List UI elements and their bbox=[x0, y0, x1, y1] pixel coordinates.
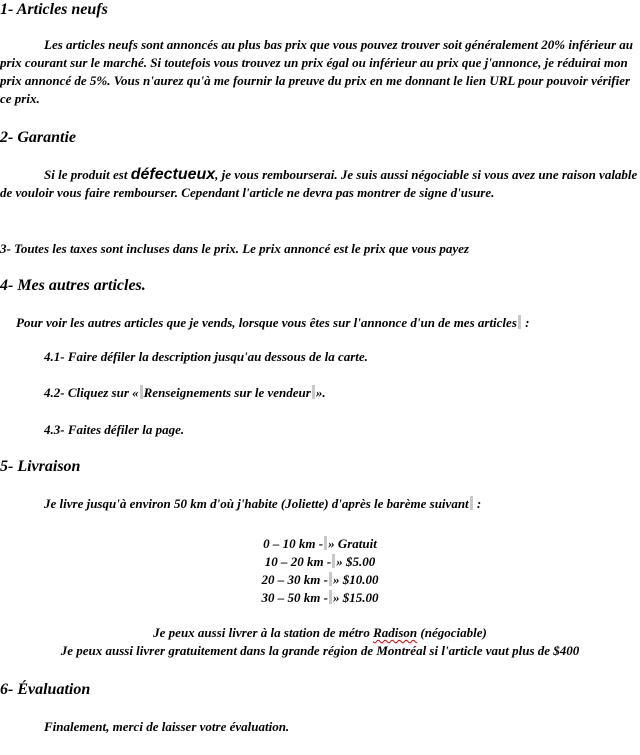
text-fragment: : bbox=[473, 496, 482, 511]
tariff-row bbox=[0, 553, 640, 571]
tariff-row bbox=[0, 571, 640, 589]
paragraph-taxes: 3- Toutes les taxes sont incluses dans le prix. Le prix annoncé est le prix que vous payez bbox=[0, 241, 469, 256]
paragraph-livraison-montreal: Je peux aussi livrer gratuitement dans la grande région de Montréal si l'article vaut plus de $400 bbox=[60, 643, 580, 658]
section-title-evaluation: 6- Évaluation bbox=[0, 681, 91, 698]
field-marker bbox=[329, 590, 332, 604]
field-marker bbox=[518, 315, 521, 329]
field-marker bbox=[332, 554, 335, 568]
tariff-range: 10 – 20 km - bbox=[264, 554, 332, 569]
field-marker bbox=[329, 572, 332, 586]
list-item-step-3: 4.3- Faites défiler la page. bbox=[44, 422, 185, 437]
spellcheck-word: Radison bbox=[373, 625, 418, 640]
field-marker bbox=[312, 385, 315, 399]
paragraph-autres-articles-intro bbox=[16, 314, 640, 332]
field-marker bbox=[140, 385, 143, 399]
field-marker bbox=[324, 536, 327, 550]
text-fragment: Renseignements sur le vendeur bbox=[143, 385, 311, 400]
text-fragment: Pour voir les autres articles que je vends, lorsque vous êtes sur l'annonce d'un de mes articles bbox=[16, 315, 517, 330]
section-title-autres-articles: 4- Mes autres articles. bbox=[0, 277, 146, 294]
text-fragment: ». bbox=[315, 385, 326, 400]
paragraph-evaluation: Finalement, merci de laisser votre évaluation. bbox=[44, 719, 290, 734]
paragraph-livraison-intro bbox=[0, 495, 640, 513]
text-fragment: 4.2- Cliquez sur « bbox=[44, 385, 139, 400]
section-title-articles-neufs: 1- Articles neufs bbox=[0, 1, 108, 18]
text-fragment: , je vous rembourserai. Je suis aussi négociable si vous avez une raison valable de vouloir vous faire rembourser. Cependant l'article ne devra pas montrer de signe d'usure. bbox=[0, 167, 638, 200]
text-fragment: : bbox=[521, 315, 530, 330]
text-fragment: (négociable) bbox=[417, 625, 487, 640]
tariff-range: 30 – 50 km - bbox=[261, 590, 328, 605]
tariff-price: » $15.00 bbox=[332, 590, 379, 605]
text-fragment: Je livre jusqu'à environ 50 km d'où j'habite (Joliette) d'après le barème suivant bbox=[44, 496, 469, 511]
paragraph-garantie bbox=[0, 166, 640, 202]
section-title-garantie: 2- Garantie bbox=[0, 129, 76, 146]
paragraph-articles-neufs: Les articles neufs sont annoncés au plus bas prix que vous pouvez trouver soit généralement 20% inférieur au prix courant sur le marché. Si toutefois vous trouvez un prix égal ou inférieur au prix que j'annonce, je réduirai mon prix annoncé de 5%. Vous n'aurez qu'à me fournir la preuve du prix en me donnant le lien URL pour pouvoir vérifier ce prix. bbox=[0, 37, 634, 106]
paragraph-livraison-metro bbox=[0, 624, 640, 642]
text-fragment: Si le produit est bbox=[44, 167, 131, 182]
tariff-price: » Gratuit bbox=[328, 536, 377, 551]
tariff-row bbox=[0, 589, 640, 607]
field-marker bbox=[470, 496, 473, 510]
delivery-tariff-list bbox=[0, 535, 640, 607]
list-item-step-2 bbox=[0, 384, 640, 402]
list-item-step-1: 4.1- Faire défiler la description jusqu'au dessous de la carte. bbox=[44, 349, 368, 364]
text-fragment: Je peux aussi livrer à la station de métro bbox=[153, 625, 374, 640]
tariff-price: » $10.00 bbox=[332, 572, 379, 587]
tariff-range: 0 – 10 km - bbox=[263, 536, 324, 551]
section-title-livraison: 5- Livraison bbox=[0, 458, 81, 475]
tariff-range: 20 – 30 km - bbox=[261, 572, 328, 587]
emphasis-word: défectueux bbox=[130, 166, 216, 183]
tariff-price: » $5.00 bbox=[336, 554, 376, 569]
tariff-row bbox=[0, 535, 640, 553]
